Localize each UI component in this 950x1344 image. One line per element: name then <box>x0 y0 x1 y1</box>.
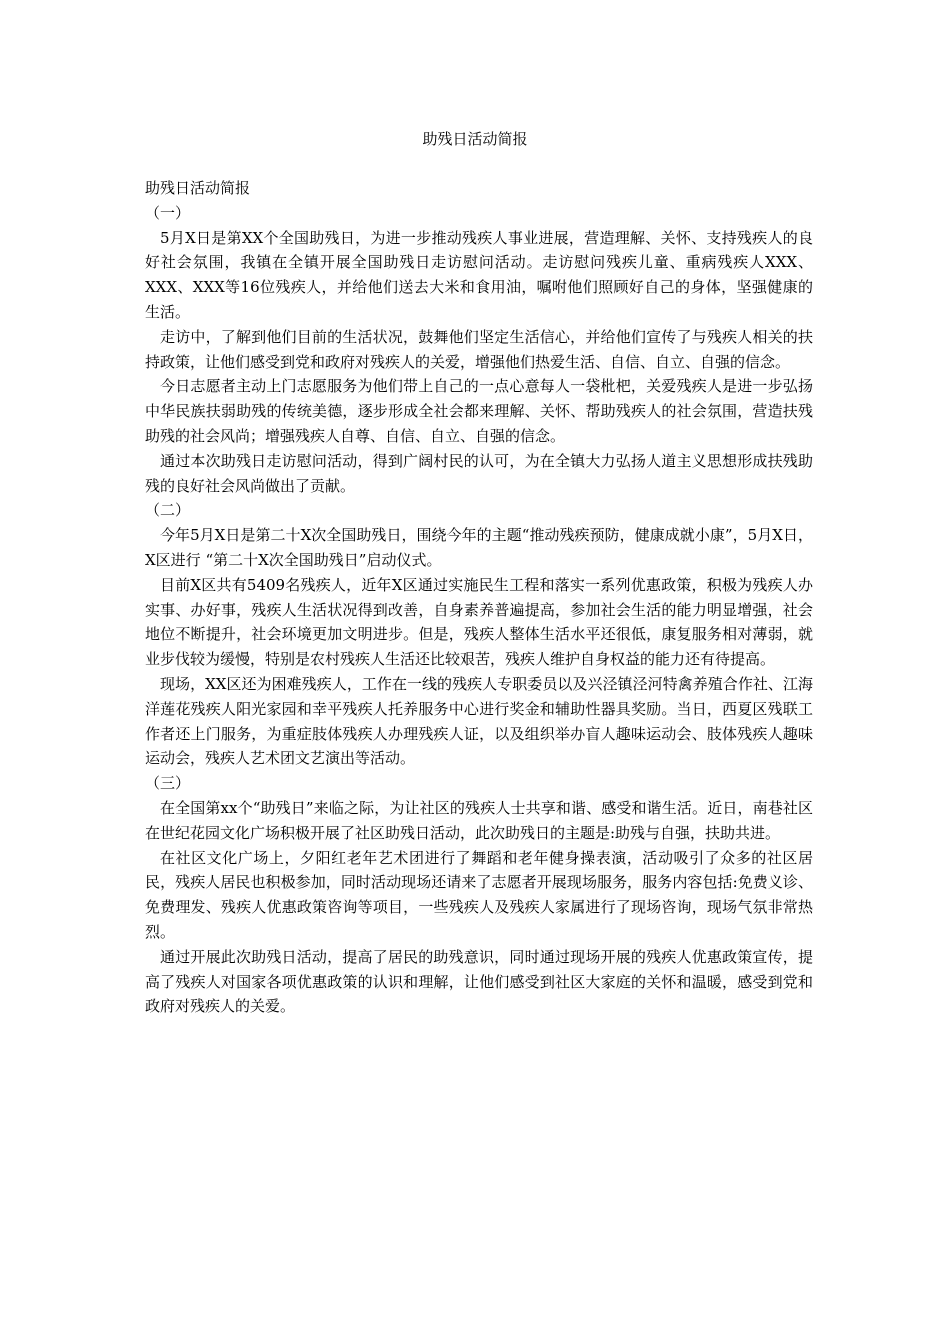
paragraph: 通过本次助残日走访慰问活动，得到广阔村民的认可，为在全镇大力弘扬人道主义思想形成扶残助残的良好社会风尚做出了贡献。 <box>145 451 813 495</box>
paragraph: 走访中，了解到他们目前的生活状况，鼓舞他们坚定生活信心，并给他们宣传了与残疾人相关的扶持政策，让他们感受到党和政府对残疾人的关爱，增强他们热爱生活、自信、自立、自强的信念。 <box>145 327 813 371</box>
document-body <box>145 176 813 1019</box>
paragraph: 通过开展此次助残日活动，提高了居民的助残意识，同时通过现场开展的残疾人优惠政策宣传，提高了残疾人对国家各项优惠政策的认识和理解，让他们感受到社区大家庭的关怀和温暖，感受到党和政府对残疾人的关爱。 <box>145 947 813 1016</box>
paragraph: 现场，XX区还为困难残疾人，工作在一线的残疾人专职委员以及兴泾镇泾河特禽养殖合作社、江海洋莲花残疾人阳光家园和幸平残疾人托养服务中心进行奖金和辅助性器具奖励。当日，西夏区残联工作者还上门服务，为重症肢体残疾人办理残疾人证，以及组织举办盲人趣味运动会、肢体残疾人趣味运动会，残疾人艺术团文艺演出等活动。 <box>145 674 813 768</box>
section-label-3: （三） <box>145 774 191 793</box>
section-label-1: （一） <box>145 203 191 222</box>
paragraph: 5月X日是第XX个全国助残日，为进一步推动残疾人事业进展，营造理解、关怀、支持残疾人的良好社会氛围，我镇在全镇开展全国助残日走访慰问活动。走访慰问残疾儿童、重病残疾人XXX、XXX、XXX等16位残疾人，并给他们送去大米和食用油，嘱咐他们照顾好自己的身体，坚强健康的生活。 <box>145 228 813 321</box>
paragraph: 在全国第xx个“助残日”来临之际，为让社区的残疾人士共享和谐、感受和谐生活。近日，南巷社区在世纪花园文化广场积极开展了社区助残日活动，此次助残日的主题是:助残与自强，扶助共进。 <box>145 798 813 842</box>
paragraph: 今日志愿者主动上门志愿服务为他们带上自己的一点心意每人一袋枇杷，关爱残疾人是进一步弘扬中华民族扶弱助残的传统美德，逐步形成全社会都来理解、关怀、帮助残疾人的社会氛围，营造扶残助残的社会风尚；增强残疾人自尊、自信、自立、自强的信念。 <box>145 377 813 445</box>
section-label-2: （二） <box>145 501 191 520</box>
document-title: 助残日活动简报 <box>422 130 528 148</box>
paragraph: 目前X区共有5409名残疾人，近年X区通过实施民生工程和落实一系列优惠政策，积极为残疾人办实事、办好事，残疾人生活状况得到改善，自身素养普遍提高，参加社会生活的能力明显增强，社会地位不断提升，社会环境更加文明进步。但是，残疾人整体生活水平还很低，康复服务相对薄弱，就业步伐较为缓慢，特别是农村残疾人生活还比较艰苦，残疾人维护自身权益的能力还有待提高。 <box>145 575 813 669</box>
paragraph: 今年5月X日是第二十X次全国助残日，围绕今年的主题“推动残疾预防，健康成就小康”，5月X日，X区进行 “第二十X次全国助残日”启动仪式。 <box>145 526 813 569</box>
document-subtitle: 助残日活动简报 <box>145 179 251 197</box>
paragraph: 在社区文化广场上，夕阳红老年艺术团进行了舞蹈和老年健身操表演，活动吸引了众多的社区居民，残疾人居民也积极参加，同时活动现场还请来了志愿者开展现场服务，服务内容包括:免费义诊、免费理发、残疾人优惠政策咨询等项目，一些残疾人及残疾人家属进行了现场咨询，现场气氛非常热烈。 <box>145 848 813 941</box>
